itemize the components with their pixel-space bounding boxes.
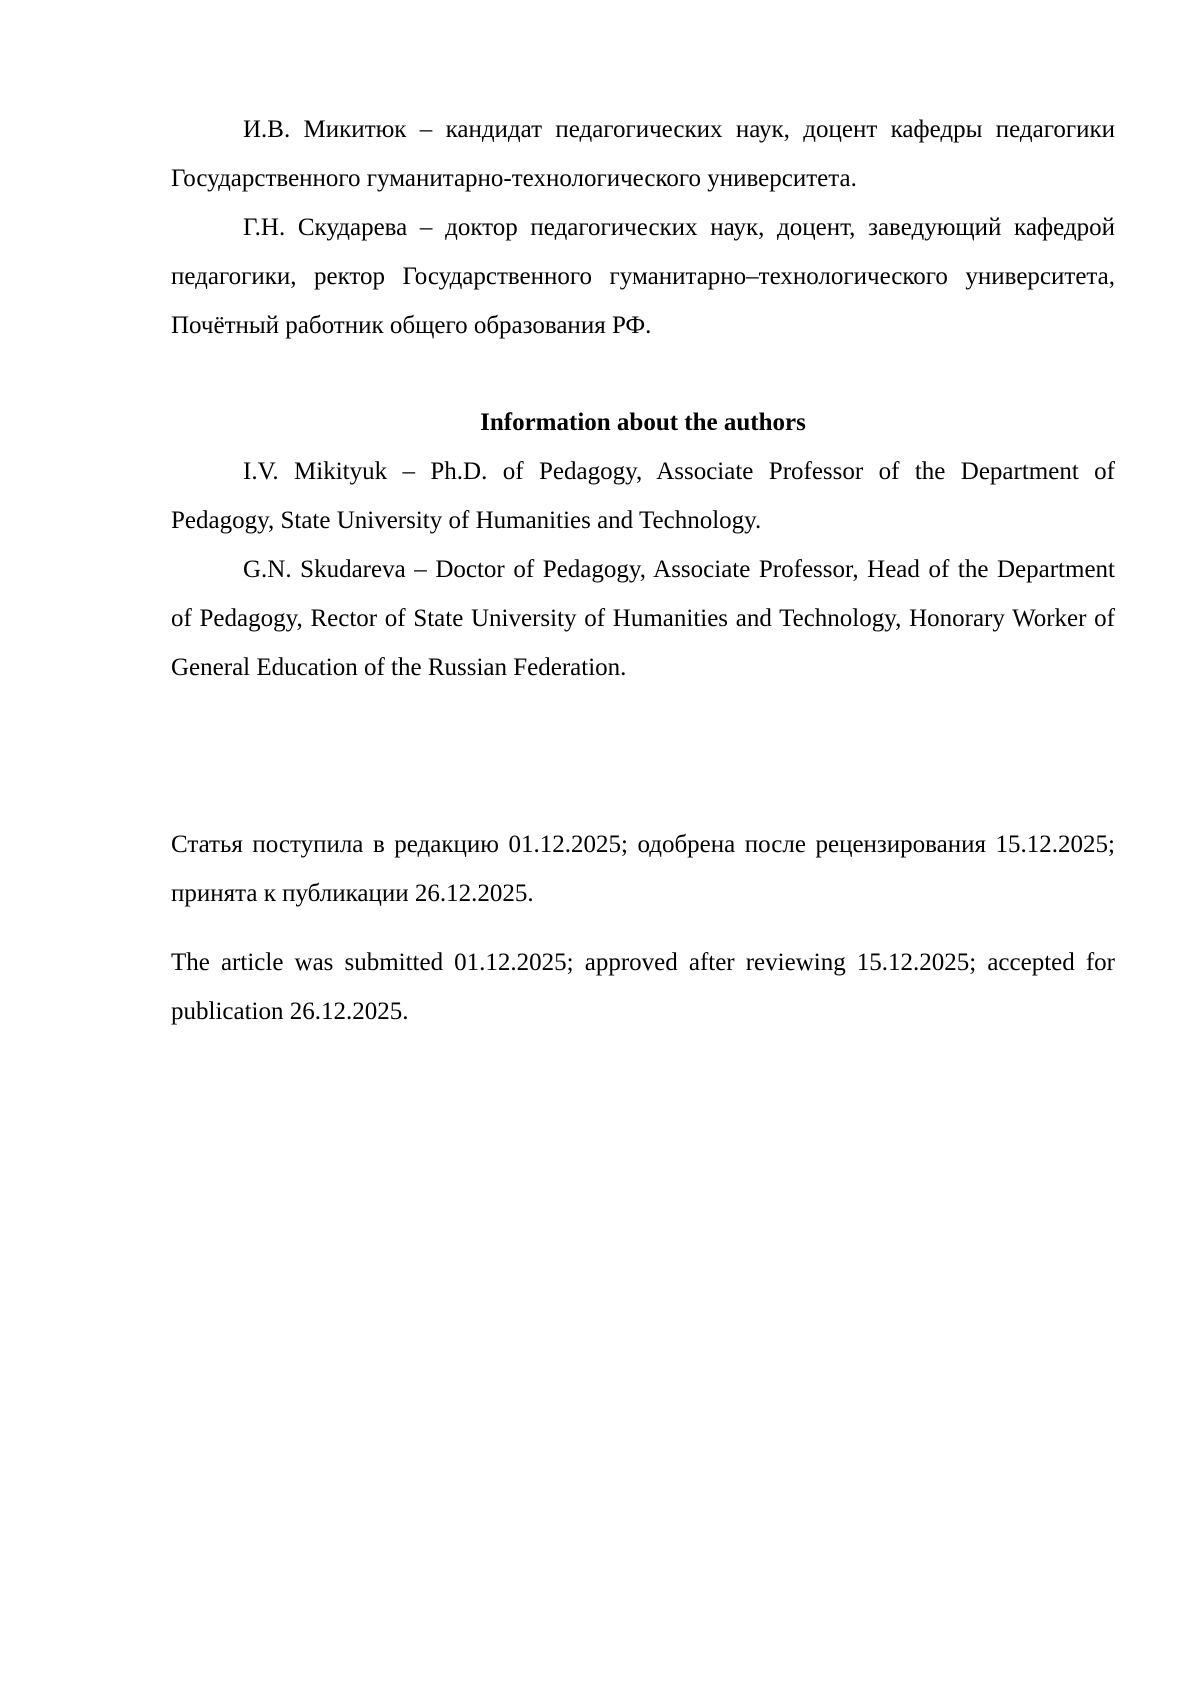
- ru-author-skudareva: Г.Н. Скударева – доктор педагогических наук, доцент, заведующий кафедрой педагогики, ректор Государственного гуманитарно–технологического университета, Почётный работник общего образования РФ.: [171, 214, 1115, 339]
- section-spacer: [171, 692, 1115, 820]
- page-content: [171, 105, 1115, 1036]
- article-dates-ru: Статья поступила в редакцию 01.12.2025; одобрена после рецензирования 15.12.2025; принята к публикации 26.12.2025.: [171, 831, 1115, 907]
- en-authors-heading: Information about the authors: [480, 409, 806, 436]
- ru-author-mikityuk: И.В. Микитюк – кандидат педагогических наук, доцент кафедры педагогики Государственного гуманитарно-технологического университета.: [171, 116, 1115, 192]
- section-spacer: [171, 350, 1115, 398]
- en-author-skudareva: G.N. Skudareva – Doctor of Pedagogy, Associate Professor, Head of the Department of Pedagogy, Rector of State University of Humanities and Technology, Honorary Worker of General Education of the Russian Federation.: [171, 556, 1115, 681]
- en-authors-section: [171, 398, 1115, 692]
- article-dates-section: [171, 820, 1115, 1036]
- en-author-mikityuk: I.V. Mikityuk – Ph.D. of Pedagogy, Associate Professor of the Department of Pedagogy, State University of Humanities and Technology.: [171, 458, 1115, 534]
- ru-authors-section: [171, 105, 1115, 350]
- article-dates-en: The article was submitted 01.12.2025; approved after reviewing 15.12.2025; accepted for publication 26.12.2025.: [171, 949, 1115, 1025]
- paragraph-spacer: [171, 918, 1115, 938]
